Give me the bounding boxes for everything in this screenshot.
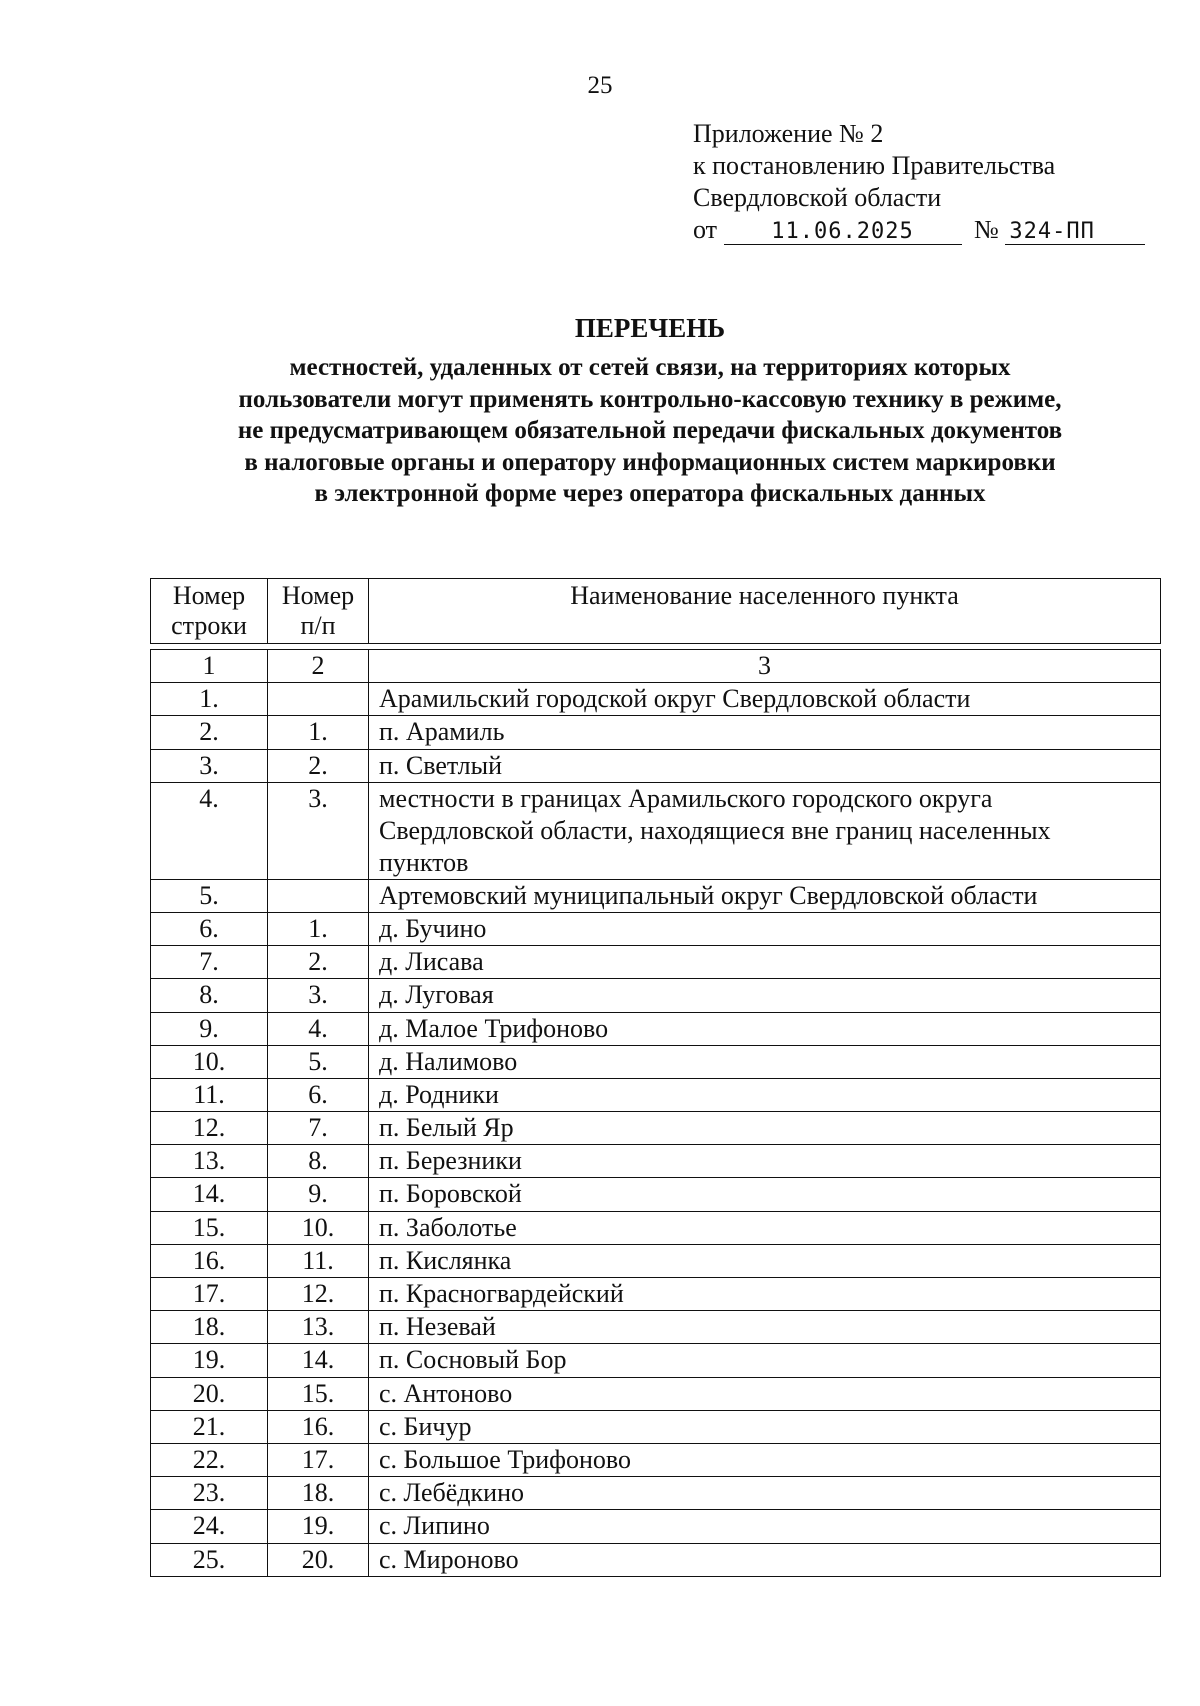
table-row [151,1012,1161,1045]
table-body [151,650,1161,1577]
settlement-name-cell: д. Малое Трифоново [369,1012,1161,1045]
item-number-cell: 18. [268,1477,369,1510]
table-row [151,1244,1161,1277]
row-number-cell: 1. [151,683,268,716]
table-row [151,1410,1161,1443]
row-number-cell: 25. [151,1543,268,1576]
settlement-name-cell: с. Бичур [369,1410,1161,1443]
title-line: местностей, удаленных от сетей связи, на территориях которых [289,354,1011,381]
settlement-name-line: пунктов [379,847,469,877]
title-line: пользователи могут применять контрольно-кассовую технику в режиме, [238,385,1062,413]
settlement-name-cell: п. Светлый [369,749,1161,782]
table-row [151,1078,1161,1111]
settlement-name-cell: с. Антоново [369,1377,1161,1410]
settlement-name-cell: п. Заболотье [369,1211,1161,1244]
table-row [151,683,1161,716]
number-field [1005,218,1145,245]
row-number-cell: 5. [151,879,268,912]
date-value: 11.06.2025 [771,219,914,244]
settlement-name-cell: п. Арамиль [369,716,1161,749]
header-item-number [268,579,369,644]
header-item-number-line1: Номер [281,581,355,610]
table-row [151,912,1161,945]
header-row-number-line1: Номер [172,581,246,610]
table-row [151,1510,1161,1543]
table-row [151,1278,1161,1311]
settlement-name-cell: д. Родники [369,1078,1161,1111]
settlement-name-cell: п. Сосновый Бор [369,1344,1161,1377]
title-line: не предусматривающем обязательной передачи фискальных документов [237,417,1063,444]
settlement-name-cell: с. Большое Трифоново [369,1443,1161,1476]
row-number-cell: 4. [151,782,268,879]
header-settlement-name [369,579,1161,644]
page-number [0,72,1200,100]
title-main: ПЕРЕЧЕНЬ [574,313,726,343]
row-number-cell: 21. [151,1410,268,1443]
table-row [151,1311,1161,1344]
row-number-cell: 23. [151,1477,268,1510]
settlement-name-line: местности в границах Арамильского городского округа [379,783,993,813]
row-number-cell: 11. [151,1078,268,1111]
column-number-row [151,650,1161,683]
item-number-cell: 20. [268,1543,369,1576]
settlement-name-cell: п. Кислянка [369,1244,1161,1277]
settlement-name-cell: п. Красногвардейский [369,1278,1161,1311]
row-number-cell: 7. [151,946,268,979]
row-number-cell: 8. [151,979,268,1012]
settlement-name-cell: п. Белый Яр [369,1112,1161,1145]
item-number-cell: 9. [268,1178,369,1211]
appendix-date-line [693,214,1145,246]
item-number-cell: 17. [268,1443,369,1476]
item-number-cell: 11. [268,1244,369,1277]
header-row [151,579,1161,644]
item-number-cell: 15. [268,1377,369,1410]
header-row-number-line2: строки [171,611,247,640]
row-number-cell: 22. [151,1443,268,1476]
settlement-name-cell: Арамильский городской округ Свердловской области [369,683,1161,716]
settlement-name-cell: д. Луговая [369,979,1161,1012]
table-row [151,879,1161,912]
header-settlement-name-text: Наименование населенного пункта [570,581,959,610]
item-number-cell: 3. [268,782,369,879]
row-number-cell: 6. [151,912,268,945]
settlement-name-line: Свердловской области, находящиеся вне границ населенных [379,815,1051,845]
row-number-cell: 19. [151,1344,268,1377]
row-number-cell: 12. [151,1112,268,1145]
settlement-name-cell: с. Мироново [369,1543,1161,1576]
header-row-number [151,579,268,644]
item-number-cell: 4. [268,1012,369,1045]
settlement-name-cell: п. Незевай [369,1311,1161,1344]
settlement-name-cell: с. Липино [369,1510,1161,1543]
item-number-cell: 14. [268,1344,369,1377]
item-number-cell: 1. [268,912,369,945]
row-number-cell: 15. [151,1211,268,1244]
item-number-cell [268,683,369,716]
row-number-cell: 18. [151,1311,268,1344]
table-row [151,1443,1161,1476]
item-number-cell: 2. [268,946,369,979]
settlement-name-cell: д. Бучино [369,912,1161,945]
settlement-name-cell: д. Налимово [369,1045,1161,1078]
table-row [151,1543,1161,1576]
row-number-cell: 24. [151,1510,268,1543]
item-number-cell: 19. [268,1510,369,1543]
item-number-cell: 3. [268,979,369,1012]
settlement-name-cell: д. Лисава [369,946,1161,979]
settlement-name-cell: п. Боровской [369,1178,1161,1211]
settlement-name-cell: с. Лебёдкино [369,1477,1161,1510]
header-item-number-line2: п/п [300,611,336,640]
settlements-table [150,649,1161,1577]
row-number-cell: 14. [151,1178,268,1211]
row-number-cell: 9. [151,1012,268,1045]
item-number-cell: 8. [268,1145,369,1178]
date-prefix: от [693,215,718,244]
table-row [151,979,1161,1012]
appendix-block [693,118,1145,246]
table-row [151,1178,1161,1211]
row-number-cell: 17. [151,1278,268,1311]
settlement-name-cell [369,782,1161,879]
column-number: 3 [369,650,1161,683]
table-header [150,578,1161,644]
settlement-name-cell: Артемовский муниципальный округ Свердловской области [369,879,1161,912]
table-row [151,1045,1161,1078]
table-row [151,716,1161,749]
item-number-cell: 7. [268,1112,369,1145]
table-row [151,782,1161,879]
row-number-cell: 13. [151,1145,268,1178]
number-value: 324-ПП [1009,219,1095,244]
appendix-line-2: к постановлению Правительства [693,151,1056,180]
row-number-cell: 2. [151,716,268,749]
item-number-cell: 2. [268,749,369,782]
appendix-line-3: Свердловской области [693,183,942,212]
column-number: 2 [268,650,369,683]
table-row [151,1211,1161,1244]
table-row [151,749,1161,782]
settlement-name-cell: п. Березники [369,1145,1161,1178]
table-row [151,1112,1161,1145]
item-number-cell: 1. [268,716,369,749]
table-row [151,946,1161,979]
table-row [151,1344,1161,1377]
item-number-cell: 10. [268,1211,369,1244]
item-number-cell: 12. [268,1278,369,1311]
appendix-line-1: Приложение № 2 [693,119,884,148]
item-number-cell [268,879,369,912]
date-field [724,218,962,245]
table-row [151,1477,1161,1510]
item-number-cell: 13. [268,1311,369,1344]
document-title [150,313,1150,510]
item-number-cell: 5. [268,1045,369,1078]
table-row [151,1377,1161,1410]
table-row [151,1145,1161,1178]
row-number-cell: 10. [151,1045,268,1078]
row-number-cell: 3. [151,749,268,782]
column-number: 1 [151,650,268,683]
item-number-cell: 16. [268,1410,369,1443]
row-number-cell: 16. [151,1244,268,1277]
title-line: в налоговые органы и оператору информационных систем маркировки [244,448,1056,476]
item-number-cell: 6. [268,1078,369,1111]
page-number-text: 25 [587,72,613,99]
title-line: в электронной форме через оператора фискальных данных [314,480,986,507]
number-prefix: № [974,215,999,244]
row-number-cell: 20. [151,1377,268,1410]
